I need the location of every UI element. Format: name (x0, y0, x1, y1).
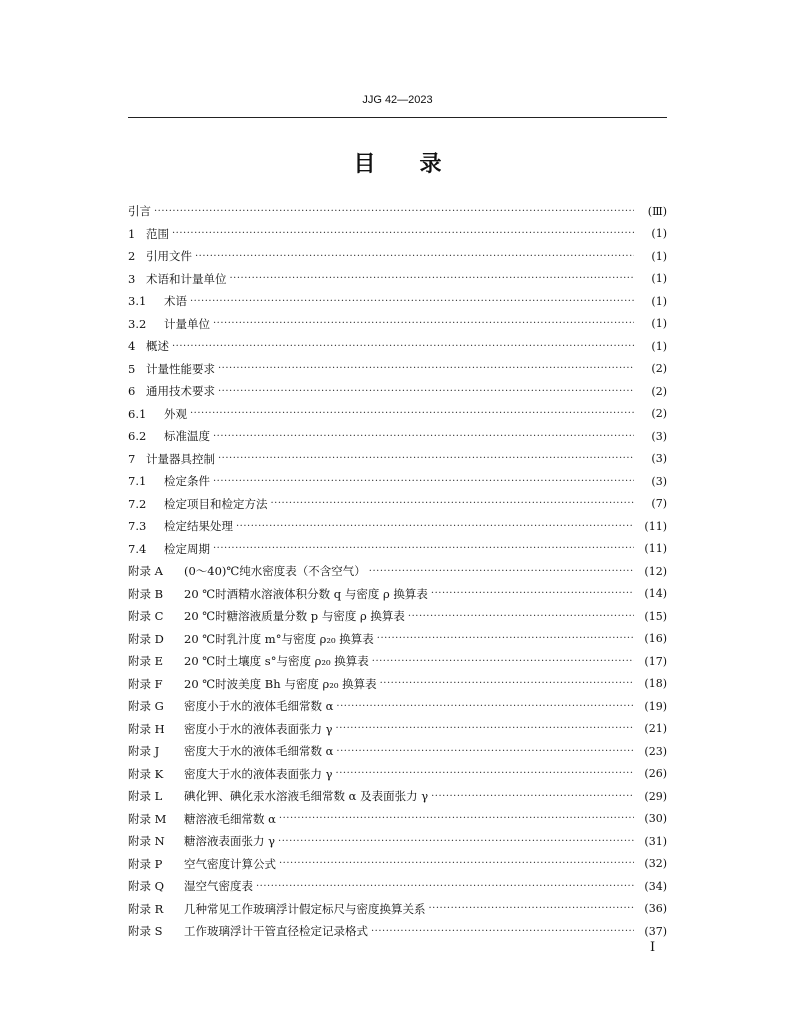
toc-entry-number: 附录 S (128, 924, 163, 939)
toc-entry-title: 术语 (164, 294, 187, 309)
toc-entry-title: 计量器具控制 (146, 451, 215, 466)
header-rule (128, 117, 667, 118)
toc-entry-page: (18) (644, 677, 667, 691)
toc-entry-number: 附录 C (128, 609, 164, 624)
toc-entry-number: 附录 B (128, 586, 164, 601)
leader-dots (195, 251, 634, 262)
toc-entry-page: (Ⅲ) (647, 204, 667, 218)
leader-dots (218, 386, 634, 397)
toc-entry-number: 附录 P (128, 856, 163, 871)
toc-entry-title: 引言 (128, 204, 151, 219)
toc-entry[interactable] (128, 380, 667, 403)
toc-entry[interactable] (128, 853, 667, 876)
toc-entry-title: 检定周期 (164, 541, 210, 556)
toc-entry-number: 2 (128, 249, 136, 264)
toc-entry[interactable] (128, 740, 667, 763)
leader-dots (431, 588, 634, 599)
leader-dots (380, 678, 634, 689)
toc-entry[interactable] (128, 425, 667, 448)
toc-entry-title: 糖溶液表面张力 γ (184, 834, 276, 849)
leader-dots (336, 723, 634, 734)
leader-dots (236, 521, 634, 532)
leader-dots (336, 701, 634, 712)
toc-entry-title: 20 ℃时波美度 Bh 与密度 ρ₂₀ 换算表 (184, 676, 377, 691)
leader-dots (172, 341, 634, 352)
toc-entry[interactable] (128, 470, 667, 493)
toc-entry-page: (2) (651, 362, 667, 376)
toc-entry-page: (1) (651, 227, 667, 241)
leader-dots (230, 273, 635, 284)
toc-entry-title: 计量单位 (164, 316, 210, 331)
leader-dots (172, 228, 634, 239)
leader-dots (369, 566, 634, 577)
toc-entry[interactable] (128, 493, 667, 516)
toc-entry-number: 附录 R (128, 901, 164, 916)
toc-entry-page: (3) (651, 452, 667, 466)
toc-entry-page: (11) (644, 542, 667, 556)
toc-entry-page: (15) (644, 609, 667, 623)
toc-entry-title: 20 ℃时乳汁度 m°与密度 ρ₂₀ 换算表 (184, 631, 374, 646)
toc-entry-title: 空气密度计算公式 (184, 856, 276, 871)
leader-dots (278, 836, 634, 847)
toc-entry-page: (14) (644, 587, 667, 601)
toc-entry-page: (1) (651, 339, 667, 353)
toc-entry-title: 检定条件 (164, 474, 210, 489)
leader-dots (218, 453, 634, 464)
toc-entry[interactable] (128, 290, 667, 313)
toc-entry[interactable] (128, 605, 667, 628)
toc-entry-title: 引用文件 (146, 249, 192, 264)
toc-entry-number: 7.3 (128, 519, 147, 534)
toc-entry-title: 20 ℃时土壤度 s°与密度 ρ₂₀ 换算表 (184, 654, 369, 669)
toc-entry-number: 附录 J (128, 744, 160, 759)
toc-entry-title: 概述 (146, 339, 169, 354)
toc-entry-page: (21) (644, 722, 667, 736)
toc-entry-page: (30) (644, 812, 667, 826)
toc-entry-page: (16) (644, 632, 667, 646)
toc-entry-title: 密度大于水的液体表面张力 γ (184, 766, 333, 781)
leader-dots (429, 903, 635, 914)
leader-dots (408, 611, 634, 622)
toc-entry-number: 7.1 (128, 474, 147, 489)
toc-entry-title: 碘化钾、碘化汞水溶液毛细常数 α 及表面张力 γ (184, 789, 429, 804)
leader-dots (213, 543, 634, 554)
toc-entry-page: (12) (644, 564, 667, 578)
toc-entry[interactable] (128, 583, 667, 606)
toc-entry[interactable] (128, 808, 667, 831)
toc-entry-title: 糖溶液毛细常数 α (184, 811, 276, 826)
toc-entry-number: 附录 L (128, 789, 163, 804)
page-number: I (650, 940, 656, 955)
toc-entry-title: 几种常见工作玻璃浮计假定标尺与密度换算关系 (184, 901, 426, 916)
leader-dots (372, 656, 634, 667)
leader-dots (377, 633, 634, 644)
toc-entry-number: 3 (128, 271, 136, 286)
toc-entry[interactable] (128, 223, 667, 246)
toc-entry[interactable] (128, 200, 667, 223)
toc-entry-title: 湿空气密度表 (184, 879, 253, 894)
toc-entry-number: 1 (128, 226, 136, 241)
toc-entry-number: 3.2 (128, 316, 147, 331)
table-of-contents (128, 200, 667, 943)
toc-entry[interactable] (128, 313, 667, 336)
leader-dots (190, 296, 634, 307)
toc-entry[interactable] (128, 335, 667, 358)
toc-entry[interactable] (128, 898, 667, 921)
toc-entry-title: 检定项目和检定方法 (164, 496, 268, 511)
toc-entry-page: (2) (651, 407, 667, 421)
toc-entry-number: 7.2 (128, 496, 147, 511)
toc-entry-page: (1) (651, 294, 667, 308)
toc-entry-number: 附录 Q (128, 879, 165, 894)
toc-entry-page: (3) (651, 429, 667, 443)
leader-dots (190, 408, 634, 419)
toc-entry-page: (19) (644, 699, 667, 713)
leader-dots (218, 363, 634, 374)
toc-entry-page: (1) (651, 272, 667, 286)
toc-entry-number: 附录 D (128, 631, 164, 646)
leader-dots (336, 746, 634, 757)
toc-entry-number: 7.4 (128, 541, 147, 556)
toc-entry[interactable] (128, 650, 667, 673)
toc-entry-title: 范围 (146, 226, 169, 241)
toc-entry-title: 20 ℃时酒精水溶液体积分数 q 与密度 ρ 换算表 (184, 586, 428, 601)
toc-entry[interactable] (128, 785, 667, 808)
toc-entry[interactable] (128, 268, 667, 291)
leader-dots (154, 206, 634, 217)
toc-entry-title: 通用技术要求 (146, 384, 215, 399)
page-title: 目录 (353, 152, 486, 177)
toc-entry-number: 附录 H (128, 721, 165, 736)
toc-entry-title: (0～40)℃纯水密度表（不含空气） (184, 564, 366, 579)
toc-entry-number: 附录 N (128, 834, 165, 849)
toc-entry[interactable] (128, 763, 667, 786)
leader-dots (213, 476, 634, 487)
toc-entry-title: 工作玻璃浮计干管直径检定记录格式 (184, 924, 368, 939)
leader-dots (271, 498, 635, 509)
toc-entry-title: 外观 (164, 406, 187, 421)
toc-entry[interactable] (128, 718, 667, 741)
toc-entry-page: (1) (651, 249, 667, 263)
toc-entry-number: 7 (128, 451, 136, 466)
toc-entry-page: (1) (651, 317, 667, 331)
toc-entry-title: 检定结果处理 (164, 519, 233, 534)
toc-entry[interactable] (128, 358, 667, 381)
toc-entry[interactable] (128, 695, 667, 718)
toc-entry-number: 6.2 (128, 429, 147, 444)
toc-entry-number: 附录 K (128, 766, 164, 781)
toc-entry-number: 3.1 (128, 294, 147, 309)
toc-entry-title: 计量性能要求 (146, 361, 215, 376)
toc-entry-number: 附录 G (128, 699, 164, 714)
toc-entry[interactable] (128, 560, 667, 583)
toc-entry-number: 附录 M (128, 811, 167, 826)
toc-entry-title: 20 ℃时糖溶液质量分数 p 与密度 ρ 换算表 (184, 609, 405, 624)
toc-entry[interactable] (128, 628, 667, 651)
toc-entry-number: 附录 F (128, 676, 163, 691)
toc-entry[interactable] (128, 538, 667, 561)
toc-entry[interactable] (128, 830, 667, 853)
toc-entry-page: (29) (644, 789, 667, 803)
toc-entry-title: 密度小于水的液体毛细常数 α (184, 699, 334, 714)
toc-entry-page: (26) (644, 767, 667, 781)
toc-entry-page: (32) (644, 857, 667, 871)
toc-entry-page: (2) (651, 384, 667, 398)
toc-entry-page: (3) (651, 474, 667, 488)
toc-entry-title: 术语和计量单位 (146, 271, 227, 286)
leader-dots (256, 881, 634, 892)
toc-entry[interactable] (128, 920, 667, 943)
toc-entry-number: 4 (128, 339, 136, 354)
toc-entry[interactable] (128, 673, 667, 696)
toc-entry-page: (34) (644, 879, 667, 893)
leader-dots (213, 431, 634, 442)
running-header: JJG 42—2023 (362, 94, 433, 106)
leader-dots (279, 813, 634, 824)
leader-dots (431, 791, 634, 802)
toc-entry-number: 5 (128, 361, 136, 376)
toc-entry[interactable] (128, 245, 667, 268)
toc-entry-page: (31) (644, 834, 667, 848)
toc-entry-page: (37) (644, 924, 667, 938)
toc-entry[interactable] (128, 875, 667, 898)
toc-entry[interactable] (128, 448, 667, 471)
toc-entry-page: (36) (644, 902, 667, 916)
toc-entry-page: (23) (644, 744, 667, 758)
leader-dots (279, 858, 634, 869)
leader-dots (213, 318, 634, 329)
leader-dots (371, 926, 634, 937)
toc-entry[interactable] (128, 403, 667, 426)
leader-dots (336, 768, 634, 779)
toc-entry-page: (7) (651, 497, 667, 511)
toc-entry-number: 6.1 (128, 406, 147, 421)
toc-entry-number: 附录 E (128, 654, 164, 669)
toc-entry-title: 密度大于水的液体毛细常数 α (184, 744, 334, 759)
toc-entry-title: 密度小于水的液体表面张力 γ (184, 721, 333, 736)
toc-entry-page: (11) (644, 519, 667, 533)
toc-entry-number: 附录 A (128, 564, 163, 579)
toc-entry-page: (17) (644, 654, 667, 668)
toc-entry[interactable] (128, 515, 667, 538)
toc-entry-number: 6 (128, 384, 136, 399)
toc-entry-title: 标准温度 (164, 429, 210, 444)
